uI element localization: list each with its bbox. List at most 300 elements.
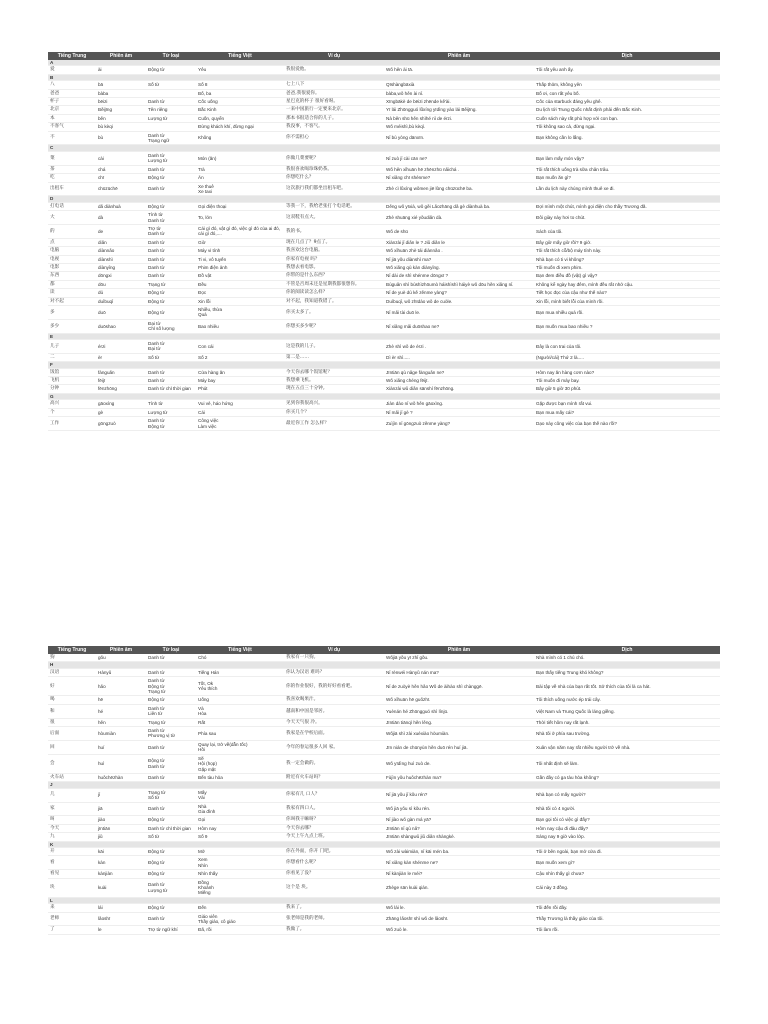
example-cell: 现在几点了？9点了。	[284, 238, 384, 246]
pinyin-cell: huí	[96, 740, 146, 754]
translation-cell: Tôi muốn đi máy bay.	[534, 377, 720, 385]
example-cell: 你家有电视 吗？	[284, 255, 384, 263]
table-row	[48, 912, 720, 926]
vietnamese-cell: Món (ăn)	[196, 151, 284, 165]
example-cell: 你家有几 口人？	[284, 788, 384, 802]
example-cell: 我家有一只狗。	[284, 654, 384, 662]
vietnamese-cell: Trà	[196, 165, 284, 173]
translation-cell: Đôi giày này hơi to chút.	[534, 211, 720, 225]
translation-cell: Cốc của starbuck đáng yêu ghê.	[534, 98, 720, 106]
vietnamese-cell: Cửa hàng ăn	[196, 368, 284, 376]
example-cell: 等我一下，我给老张打个电话吧。	[284, 202, 384, 210]
header-example: Ví dụ	[284, 52, 384, 60]
example-pinyin-cell: Jiàn dào nǐ wǒ hěn gāoxìng.	[384, 400, 534, 408]
example-cell: 我喜欢这台电脑。	[284, 247, 384, 255]
table-header	[48, 646, 720, 654]
pinyin-cell: de	[96, 224, 146, 238]
header-translation: Dịch	[534, 52, 720, 60]
vocabulary-table	[48, 52, 720, 431]
example-pinyin-cell: Wǒ xiǎng chéng fēijī.	[384, 377, 534, 385]
table-row	[48, 417, 720, 431]
chinese-cell: 工作	[48, 417, 96, 431]
header-vietnamese: Tiếng Việt	[196, 52, 284, 60]
table-row	[48, 740, 720, 754]
example-cell: 这双鞋有点大。	[284, 211, 384, 225]
word-type-cell: Động từ	[146, 816, 196, 824]
translation-cell: Tôi làm rồi.	[534, 926, 720, 934]
vietnamese-cell: Phim điện ảnh	[196, 263, 284, 271]
table-row	[48, 89, 720, 97]
table-row	[48, 773, 720, 781]
translation-cell: Thấp thỏm, không yên	[534, 81, 720, 89]
table-row	[48, 718, 720, 726]
example-cell: 一来中国旅行一定要来北京。	[284, 106, 384, 114]
word-type-cell: Động từ	[146, 297, 196, 305]
table-row	[48, 263, 720, 271]
example-pinyin-cell: Zuìjìn nǐ gōngzuò zěnme yàng?	[384, 417, 534, 431]
chinese-cell: 不	[48, 131, 96, 145]
word-type-cell: Danh từ	[146, 802, 196, 816]
vocabulary-table	[48, 646, 720, 935]
word-type-cell: Động từ	[146, 696, 196, 704]
pinyin-cell: gǒu	[96, 654, 146, 662]
table-row	[48, 182, 720, 196]
pinyin-cell: bàba	[96, 89, 146, 97]
vietnamese-cell: Cốc uống	[196, 98, 284, 106]
vietnamese-cell: Ăn	[196, 174, 284, 182]
word-type-cell: Danh từ	[146, 377, 196, 385]
example-cell: 你买太多了。	[284, 306, 384, 320]
table-row	[48, 165, 720, 173]
vocabulary-table-page-1	[48, 52, 720, 431]
table-row	[48, 174, 720, 182]
chinese-cell: 开	[48, 847, 96, 855]
example-cell: 这次旅行我们都坐出租车吧。	[284, 182, 384, 196]
example-pinyin-cell: Wǒ zài wàimiàn, nǐ kāi mén ba.	[384, 847, 534, 855]
table-row	[48, 368, 720, 376]
translation-cell: Hôm nay ăn hàng cơm nào?	[534, 368, 720, 376]
pinyin-cell: gè	[96, 408, 146, 416]
example-pinyin-cell: Zhè cì lǚxíng wǒmen jiē lǜng chūzūchē ba.	[384, 182, 534, 196]
example-pinyin-cell: Nǐ jiā yǒu jǐ kǒu rén?	[384, 788, 534, 802]
table-row	[48, 668, 720, 676]
word-type-cell: Động từ	[146, 870, 196, 878]
table-row	[48, 131, 720, 145]
table-row	[48, 727, 720, 741]
word-type-cell: Động từ	[146, 847, 196, 855]
translation-cell: Bạn thấy tiếng Trung khó không?	[534, 668, 720, 676]
chinese-cell: 出租车	[48, 182, 96, 196]
pinyin-cell: lǎoshī	[96, 912, 146, 926]
example-cell: 你的阅读读怎么样？	[284, 289, 384, 297]
chinese-cell: 电脑	[48, 247, 96, 255]
chinese-cell: 和	[48, 704, 96, 718]
translation-cell: Tôi thích uống nước ép trái cây.	[534, 696, 720, 704]
example-cell: 今年的春运很多人回 家。	[284, 740, 384, 754]
word-type-cell: Danh từ	[146, 165, 196, 173]
example-cell: 我做了。	[284, 926, 384, 934]
chinese-cell: 八	[48, 81, 96, 89]
chinese-cell: 块	[48, 878, 96, 897]
table-row	[48, 238, 720, 246]
word-type-cell: Động từ	[146, 289, 196, 297]
word-type-cell: Danh từ	[146, 912, 196, 926]
example-cell: 你带的是什么东西？	[284, 272, 384, 280]
example-pinyin-cell: Zhè shì wǒ de érzi .	[384, 340, 534, 354]
example-pinyin-cell: Qīshàngbāxià	[384, 81, 534, 89]
chinese-cell: 电影	[48, 263, 96, 271]
word-type-cell: Danh từ	[146, 263, 196, 271]
word-type-cell: Danh từ chỉ thời gian	[146, 385, 196, 393]
example-pinyin-cell: Xīngbākè de bēizi zhēnde kě'ài.	[384, 98, 534, 106]
vietnamese-cell: Tốt, Ok Yêu thích	[196, 677, 284, 696]
pinyin-cell: èr	[96, 353, 146, 361]
header-pinyin: Phiên âm	[96, 646, 146, 654]
table-row	[48, 654, 720, 662]
example-pinyin-cell: Bùguǎn shì bùshìzhōumò háishìshì háiyè wǒ dōu hěn xiǎng nǐ.	[384, 280, 534, 288]
vietnamese-cell: Bao nhiêu	[196, 319, 284, 333]
vietnamese-cell: Số 9	[196, 833, 284, 841]
example-pinyin-cell: Nǐ kànjiàn le méi?	[384, 870, 534, 878]
pinyin-cell: diànshì	[96, 255, 146, 263]
example-pinyin-cell: Wǒ lái le.	[384, 904, 534, 912]
chinese-cell: 后面	[48, 727, 96, 741]
example-cell: 今天你去哪？	[284, 824, 384, 832]
chinese-cell: 飞机	[48, 377, 96, 385]
chinese-cell: 都	[48, 280, 96, 288]
translation-cell: Thời tiết hôm nay rất lạnh.	[534, 718, 720, 726]
example-pinyin-cell: Nǐ mǎi jǐ gè ?	[384, 408, 534, 416]
chinese-cell: 多少	[48, 319, 96, 333]
chinese-cell: 看	[48, 856, 96, 870]
translation-cell: Tôi rất yêu anh ấy.	[534, 66, 720, 74]
table-body	[48, 654, 720, 934]
example-cell: 我很爱他。	[284, 66, 384, 74]
translation-cell: Cuốn sách này rất phù hợp với con bạn.	[534, 114, 720, 122]
table-row	[48, 677, 720, 696]
section-letter: J	[48, 782, 720, 788]
pinyin-cell: lái	[96, 904, 146, 912]
translation-cell: Tôi muốn đi xem phim.	[534, 263, 720, 271]
pinyin-cell: jiā	[96, 802, 146, 816]
vietnamese-cell: Cuốn, quyển	[196, 114, 284, 122]
word-type-cell: Động từ	[146, 66, 196, 74]
vietnamese-cell: Xe thuê Xe taxi	[196, 182, 284, 196]
chinese-cell: 不客气	[48, 123, 96, 131]
example-pinyin-cell: Nǐ xiǎng chī shénme?	[384, 174, 534, 182]
example-pinyin-cell: Duìbuqǐ, wǒ zhīdào wǒ de cuòle.	[384, 297, 534, 305]
example-pinyin-cell: Nǐ xiǎng mǎi duōshao ne?	[384, 319, 534, 333]
example-cell: 这是我的儿子。	[284, 340, 384, 354]
word-type-cell: Động từ	[146, 856, 196, 870]
example-pinyin-cell: Nǐ zuò jǐ cài cān ne?	[384, 151, 534, 165]
translation-cell: Sách của tôi.	[534, 224, 720, 238]
chinese-cell: 分钟	[48, 385, 96, 393]
table-row	[48, 878, 720, 897]
chinese-cell: 个	[48, 408, 96, 416]
pinyin-cell: huǒchēzhàn	[96, 773, 146, 781]
table-row	[48, 816, 720, 824]
table-row	[48, 377, 720, 385]
table-row	[48, 847, 720, 855]
table-row	[48, 66, 720, 74]
translation-cell: Nhà mình có 1 chú chó.	[534, 654, 720, 662]
translation-cell: Nhà tôi ở phía sau trường.	[534, 727, 720, 741]
chinese-cell: 吃	[48, 174, 96, 182]
word-type-cell: Danh từ Phương vị từ	[146, 727, 196, 741]
word-type-cell: Trạng từ	[146, 280, 196, 288]
example-pinyin-cell: Jīn nián de chūnyùn hěn duō rén huí jiā.	[384, 740, 534, 754]
example-cell: 你想看什么呢？	[284, 856, 384, 870]
header-translation: Dịch	[534, 646, 720, 654]
vietnamese-cell: Đã, rồi	[196, 926, 284, 934]
vietnamese-cell: Gọi điện thoại	[196, 202, 284, 210]
chinese-cell: 来	[48, 904, 96, 912]
header-word-type: Từ loại	[146, 646, 196, 654]
example-cell: 你不需担心	[284, 131, 384, 145]
example-pinyin-cell: Xiànzài jǐ diǎn le ? Jiǔ diǎn le	[384, 238, 534, 246]
word-type-cell: Danh từ	[146, 272, 196, 280]
table-row	[48, 297, 720, 305]
chinese-cell: 喝	[48, 696, 96, 704]
chinese-cell: 今天	[48, 824, 96, 832]
example-pinyin-cell: Wǒ xǐhuān hē guǒzhī.	[384, 696, 534, 704]
example-pinyin-cell: Zhāng lǎoshī shì wǒ de lǎoshī.	[384, 912, 534, 926]
table-header	[48, 52, 720, 60]
pinyin-cell: kàn	[96, 856, 146, 870]
chinese-cell: 老师	[48, 912, 96, 926]
translation-cell: (Người/cái) Thứ 2 là.....	[534, 353, 720, 361]
vietnamese-cell: Máy vi tính	[196, 247, 284, 255]
pinyin-cell: hé	[96, 704, 146, 718]
word-type-cell: Lượng từ	[146, 114, 196, 122]
pinyin-cell: bēizi	[96, 98, 146, 106]
translation-cell: Cậu nhìn thấy gì chưa?	[534, 870, 720, 878]
translation-cell: Nhà bạn có mấy người?	[534, 788, 720, 802]
vietnamese-cell: Hôm nay	[196, 824, 284, 832]
table-body	[48, 60, 720, 430]
table-row	[48, 247, 720, 255]
word-type-cell: Tính từ Danh từ	[146, 211, 196, 225]
translation-cell: Bạn mua nhiều quá rồi.	[534, 306, 720, 320]
example-pinyin-cell: Jīntiān nǐ qù nǎ?	[384, 824, 534, 832]
table-row	[48, 98, 720, 106]
vietnamese-cell: Bến tàu hỏa	[196, 773, 284, 781]
example-cell: 你买几个？	[284, 408, 384, 416]
table-row	[48, 704, 720, 718]
pinyin-cell: jiào	[96, 816, 146, 824]
example-pinyin-cell: Fùjìn yǒu huǒchēzhàn ma?	[384, 773, 534, 781]
translation-cell: Bạn không cần lo lắng.	[534, 131, 720, 145]
example-cell: 你叫我干嘛呀？	[284, 816, 384, 824]
pinyin-cell: diànnǎo	[96, 247, 146, 255]
table-row	[48, 788, 720, 802]
pinyin-cell: fēnzhōng	[96, 385, 146, 393]
chinese-cell: 多	[48, 306, 96, 320]
pinyin-cell: diǎn	[96, 238, 146, 246]
word-type-cell: Danh từ	[146, 98, 196, 106]
example-cell: 我没事，不客气。	[284, 123, 384, 131]
vietnamese-cell: Xem Nhìn	[196, 856, 284, 870]
translation-cell: Bạn gọi tôi có việc gì đấy?	[534, 816, 720, 824]
example-pinyin-cell: Nǐ de yuè dú kě zěnme yàng?	[384, 289, 534, 297]
example-pinyin-cell: Jīntiān shàngwǔ jiǔ diǎn shàngkè.	[384, 833, 534, 841]
chinese-cell: 高兴	[48, 400, 96, 408]
pinyin-cell: fēijī	[96, 377, 146, 385]
word-type-cell: Động từ	[146, 174, 196, 182]
word-type-cell: Số từ	[146, 353, 196, 361]
example-pinyin-cell: Yī lái Zhōngguó lǚxíng yīdìng yào lái Běijīng.	[384, 106, 534, 114]
example-cell: 我想去看电影。	[284, 263, 384, 271]
translation-cell: Xin lỗi, mình biết lỗi của mình rồi.	[534, 297, 720, 305]
table-row	[48, 408, 720, 416]
example-cell: 不管是否周末还是星期我都很想你。	[284, 280, 384, 288]
vietnamese-cell: Công việc Làm việc	[196, 417, 284, 431]
table-row	[48, 353, 720, 361]
example-cell: 我很喜欢喝珍珠奶茶。	[284, 165, 384, 173]
chinese-cell: 读	[48, 289, 96, 297]
example-cell: 你的作业很好，我的好好看看吧。	[284, 677, 384, 696]
example-cell: 那本书很适合你的儿子。	[284, 114, 384, 122]
example-cell: 我喜欢喝果汁。	[284, 696, 384, 704]
pinyin-cell: hē	[96, 696, 146, 704]
vietnamese-cell: Đều	[196, 280, 284, 288]
table-row	[48, 856, 720, 870]
word-type-cell: Tính từ	[146, 400, 196, 408]
pinyin-cell: dà	[96, 211, 146, 225]
word-type-cell: Động từ	[146, 904, 196, 912]
vietnamese-cell: Vui vẻ, háo hứng	[196, 400, 284, 408]
example-cell: 我来了。	[284, 904, 384, 912]
pinyin-cell: kāi	[96, 847, 146, 855]
example-pinyin-cell: Nà běn shū hěn shìhé nǐ de érzi.	[384, 114, 534, 122]
vietnamese-cell: Mở	[196, 847, 284, 855]
chinese-cell: 狗	[48, 654, 96, 662]
vietnamese-cell: Chó	[196, 654, 284, 662]
header-pinyin: Phiên âm	[96, 52, 146, 60]
chinese-cell: 爱	[48, 66, 96, 74]
chinese-cell: 九	[48, 833, 96, 841]
pinyin-cell: dú	[96, 289, 146, 297]
example-cell: 你看见了没？	[284, 870, 384, 878]
word-type-cell: Danh từ	[146, 368, 196, 376]
translation-cell: Thầy Trương là thầy giáo của tôi.	[534, 912, 720, 926]
pinyin-cell: jiǔ	[96, 833, 146, 841]
vietnamese-cell: Máy bay	[196, 377, 284, 385]
example-cell: 爸爸,我很爱你。	[284, 89, 384, 97]
vietnamese-cell: Nhìn thấy	[196, 870, 284, 878]
vietnamese-cell: Bắc Kinh	[196, 106, 284, 114]
example-pinyin-cell: Nǐ rènwéi Hànyǔ nán ma?	[384, 668, 534, 676]
pinyin-cell: gōngzuò	[96, 417, 146, 431]
section-letter: K	[48, 841, 720, 847]
chinese-cell: 茶	[48, 165, 96, 173]
chinese-cell: 电视	[48, 255, 96, 263]
table-row	[48, 272, 720, 280]
vietnamese-cell: Giờ	[196, 238, 284, 246]
word-type-cell: Danh từ	[146, 654, 196, 662]
translation-cell: Hôm nay cậu đi đâu đấy?	[534, 824, 720, 832]
table-row	[48, 114, 720, 122]
vietnamese-cell: Ti vi, vô tuyến	[196, 255, 284, 263]
vietnamese-cell: Nhiều, thừa Quá	[196, 306, 284, 320]
example-cell: 对不起，我知道我错了。	[284, 297, 384, 305]
table-row	[48, 802, 720, 816]
header-chinese: Tiếng Trung	[48, 646, 96, 654]
word-type-cell: Danh từ	[146, 740, 196, 754]
section-letter: L	[48, 897, 720, 903]
example-pinyin-cell: Nǐ dài de shì shénme dōngxī ?	[384, 272, 534, 280]
pinyin-cell: érzi	[96, 340, 146, 354]
table-row	[48, 824, 720, 832]
pinyin-cell: kuài	[96, 878, 146, 897]
pinyin-cell: dōu	[96, 280, 146, 288]
example-pinyin-cell: Nǐ bù yòng dānxīn.	[384, 131, 534, 145]
word-type-cell: Danh từ	[146, 668, 196, 676]
example-pinyin-cell: Nǐ jiào wǒ gàn má yā?	[384, 816, 534, 824]
table-row	[48, 289, 720, 297]
example-cell: 我想乘飞机。	[284, 377, 384, 385]
pinyin-cell: bā	[96, 81, 146, 89]
chinese-cell: 点	[48, 238, 96, 246]
word-type-cell	[146, 89, 196, 97]
section-letter: E	[48, 333, 720, 339]
word-type-cell: Danh từ chỉ thời gian	[146, 824, 196, 832]
example-pinyin-cell: Xiànzài wǔ diǎn sānshí fēnzhōng.	[384, 385, 534, 393]
word-type-cell: Danh từ	[146, 255, 196, 263]
vietnamese-cell: Đừng khách khí, đừng ngại	[196, 123, 284, 131]
example-pinyin-cell: Wǒjiā shì zài xuéxiào hòumiàn.	[384, 727, 534, 741]
table-row	[48, 224, 720, 238]
example-pinyin-cell: Wǒ hěn ài tā.	[384, 66, 534, 74]
vietnamese-cell: To, lớn	[196, 211, 284, 225]
vocabulary-table-page-2	[48, 646, 720, 935]
example-pinyin-cell: Jīntiān tiānqì hěn lěng.	[384, 718, 534, 726]
example-pinyin-cell: Nǐ xiǎng kàn shénme ne?	[384, 856, 534, 870]
vietnamese-cell: Phía sau	[196, 727, 284, 741]
translation-cell: Gặp được bạn mình rất vui.	[534, 400, 720, 408]
example-pinyin-cell: bàba,wǒ hěn ài nǐ.	[384, 89, 534, 97]
example-cell: 我家有四口人。	[284, 802, 384, 816]
chinese-cell: 二	[48, 353, 96, 361]
table-row	[48, 106, 720, 114]
word-type-cell: Danh từ Trạng ngữ	[146, 131, 196, 145]
chinese-cell: 北京	[48, 106, 96, 114]
pinyin-cell: Hànyǔ	[96, 668, 146, 676]
example-cell: 你认为汉语 难吗？	[284, 668, 384, 676]
example-cell: 我家是在学校后面。	[284, 727, 384, 741]
chinese-cell: 儿子	[48, 340, 96, 354]
vietnamese-cell: Yêu	[196, 66, 284, 74]
vietnamese-cell: Sẽ Hội (họp) Gặp mặt	[196, 754, 284, 773]
pinyin-cell: hòumiàn	[96, 727, 146, 741]
example-pinyin-cell: Nǐ jiā yǒu diànshì ma?	[384, 255, 534, 263]
pinyin-cell: diànyǐng	[96, 263, 146, 271]
chinese-cell: 饭馆	[48, 368, 96, 376]
pinyin-cell: ài	[96, 66, 146, 74]
translation-cell: Tiết học đọc của cậu như thế nào?	[534, 289, 720, 297]
vietnamese-cell: Số 8	[196, 81, 284, 89]
vietnamese-cell: Nhà Gia đình	[196, 802, 284, 816]
pinyin-cell: duìbuqǐ	[96, 297, 146, 305]
chinese-cell: 火车站	[48, 773, 96, 781]
chinese-cell: 了	[48, 926, 96, 934]
example-cell: 张老师是我的老师。	[284, 912, 384, 926]
section-letter: C	[48, 145, 720, 151]
table-row	[48, 81, 720, 89]
chinese-cell: 爸爸	[48, 89, 96, 97]
section-letter: D	[48, 196, 720, 202]
